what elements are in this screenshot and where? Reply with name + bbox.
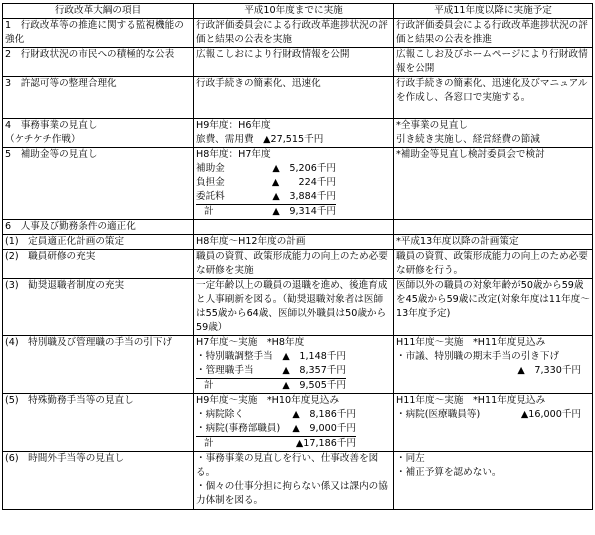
item-cell: 3 許認可等の整理合理化 xyxy=(3,77,194,119)
table-row xyxy=(3,279,593,336)
past-cell: 行政手続きの簡素化、迅速化 xyxy=(194,77,394,119)
future-cell: *平成13年度以降の計画策定 xyxy=(394,235,593,250)
past-cell: 職員の資質、政策形成能力の向上のため必要な研修を実施 xyxy=(194,250,394,279)
past-cell: 行政評価委員会による行政改革進捗状況の評価と結果の公表を実施 xyxy=(194,19,394,48)
future-cell: *補助金等見直し検討委員会で検討 xyxy=(394,148,593,220)
past-cell: 広報こしおにより行財政情報を公開 xyxy=(194,48,394,77)
item-cell: (4) 特別職及び管理職の手当の引下げ xyxy=(3,336,194,394)
table-row xyxy=(3,452,593,510)
item-cell: (3) 勧奨退職者制度の充実 xyxy=(3,279,194,336)
table-row xyxy=(3,119,593,148)
item-cell: (5) 特殊勤務手当等の見直し xyxy=(3,394,194,452)
future-cell: 医師以外の職員の対象年齢が50歳から59歳を45歳から59歳に改定(対象年度は11年度～13年度予定) xyxy=(394,279,593,336)
past-cell: H9年度～実施 *H10年度見込み ・病院除く ▲ 8,186千円 ・病院(事務部職員) ▲ 9,000千円 計 ▲17,186千円 xyxy=(194,394,394,452)
item-cell: (6) 時間外手当等の見直し xyxy=(3,452,194,510)
header-item: 行政改革大綱の項目 xyxy=(3,4,194,19)
item-cell: (2) 職員研修の充実 xyxy=(3,250,194,279)
amount-line: 委託料 ▲ 3,884千円 xyxy=(196,191,336,202)
future-cell: H11年度～実施 *H11年度見込み ・市議、特別職の期末手当の引き下げ ▲ 7,330千円 xyxy=(394,336,593,394)
table-row xyxy=(3,336,593,394)
header-row xyxy=(3,4,593,19)
future-cell: 行政手続きの簡素化、迅速化及びマニュアルを作成し、各窓口で実施する。 xyxy=(394,77,593,119)
table-row xyxy=(3,148,593,220)
past-cell: H8年度：H7年度 補助金 ▲ 5,206千円 負担金 ▲ 224千円 委託料 ▲ 3,884千円 計 ▲ 9,314千円 xyxy=(194,148,394,220)
table-row xyxy=(3,235,593,250)
reform-table xyxy=(2,3,593,510)
table-row xyxy=(3,48,593,77)
item-cell: 5 補助金等の見直し xyxy=(3,148,194,220)
past-cell: 一定年齢以上の職員の退職を進め、後進育成と人事刷新を図る。（勧奨退職対象者は医師は55歳から64歳、医師以外職員は50歳から59歳） xyxy=(194,279,394,336)
future-cell: 職員の資質、政策形成能力の向上のため必要な研修を行う。 xyxy=(394,250,593,279)
table-row xyxy=(3,394,593,452)
amount-total: 計 ▲ 9,505千円 xyxy=(196,378,346,393)
item-cell: 4 事務事業の見直し （ケチケチ作戦） xyxy=(3,119,194,148)
header-past: 平成10年度までに実施 xyxy=(194,4,394,19)
past-cell: H9年度：H6年度 旅費、需用費 ▲27,515千円 xyxy=(194,119,394,148)
past-cell: H7年度～実施 *H8年度 ・特別職調整手当 ▲ 1,148千円 ・管理職手当 ▲ 8,357千円 計 ▲ 9,505千円 xyxy=(194,336,394,394)
amount-total: 計 ▲ 9,314千円 xyxy=(196,204,336,219)
future-cell: 広報こしお及びホームページにより行財政情報を公開 xyxy=(394,48,593,77)
future-cell: ・同左 ・補正予算を認めない。 xyxy=(394,452,593,510)
amount-total: 計 ▲17,186千円 xyxy=(196,436,356,451)
amount-line: ・管理職手当 ▲ 8,357千円 xyxy=(196,365,346,376)
amount-line: ・特別職調整手当 ▲ 1,148千円 xyxy=(196,351,346,362)
item-cell: 6 人事及び勤務条件の適正化 xyxy=(3,220,194,235)
amount-line: ・病院(事務部職員) ▲ 9,000千円 xyxy=(196,423,356,434)
table-row xyxy=(3,220,593,235)
future-cell xyxy=(394,220,593,235)
amount-line: 補助金 ▲ 5,206千円 xyxy=(196,163,336,174)
future-cell: *全事業の見直し 引き続き実施し、経営経費の節減 xyxy=(394,119,593,148)
table-row xyxy=(3,250,593,279)
past-cell: H8年度～H12年度の計画 xyxy=(194,235,394,250)
past-cell: ・事務事業の見直しを行い、仕事改善を図る。 ・個々の仕事分担に拘らない係又は課内の協力体制を図る。 xyxy=(194,452,394,510)
amount-line: 負担金 ▲ 224千円 xyxy=(196,177,336,188)
past-cell xyxy=(194,220,394,235)
item-cell: 1 行政改革等の推進に関する監視機能の強化 xyxy=(3,19,194,48)
table-row xyxy=(3,19,593,48)
header-future: 平成11年度以降に実施予定 xyxy=(394,4,593,19)
future-cell: H11年度～実施 *H11年度見込み ・病院(医療職員等) ▲16,000千円 xyxy=(394,394,593,452)
table-row xyxy=(3,77,593,119)
amount-line: ・病院除く ▲ 8,186千円 xyxy=(196,409,356,420)
item-cell: 2 行財政状況の市民への積極的な公表 xyxy=(3,48,194,77)
item-cell: (1) 定員適正化計画の策定 xyxy=(3,235,194,250)
future-cell: 行政評価委員会による行政改革進捗状況の評価と結果の公表を推進 xyxy=(394,19,593,48)
